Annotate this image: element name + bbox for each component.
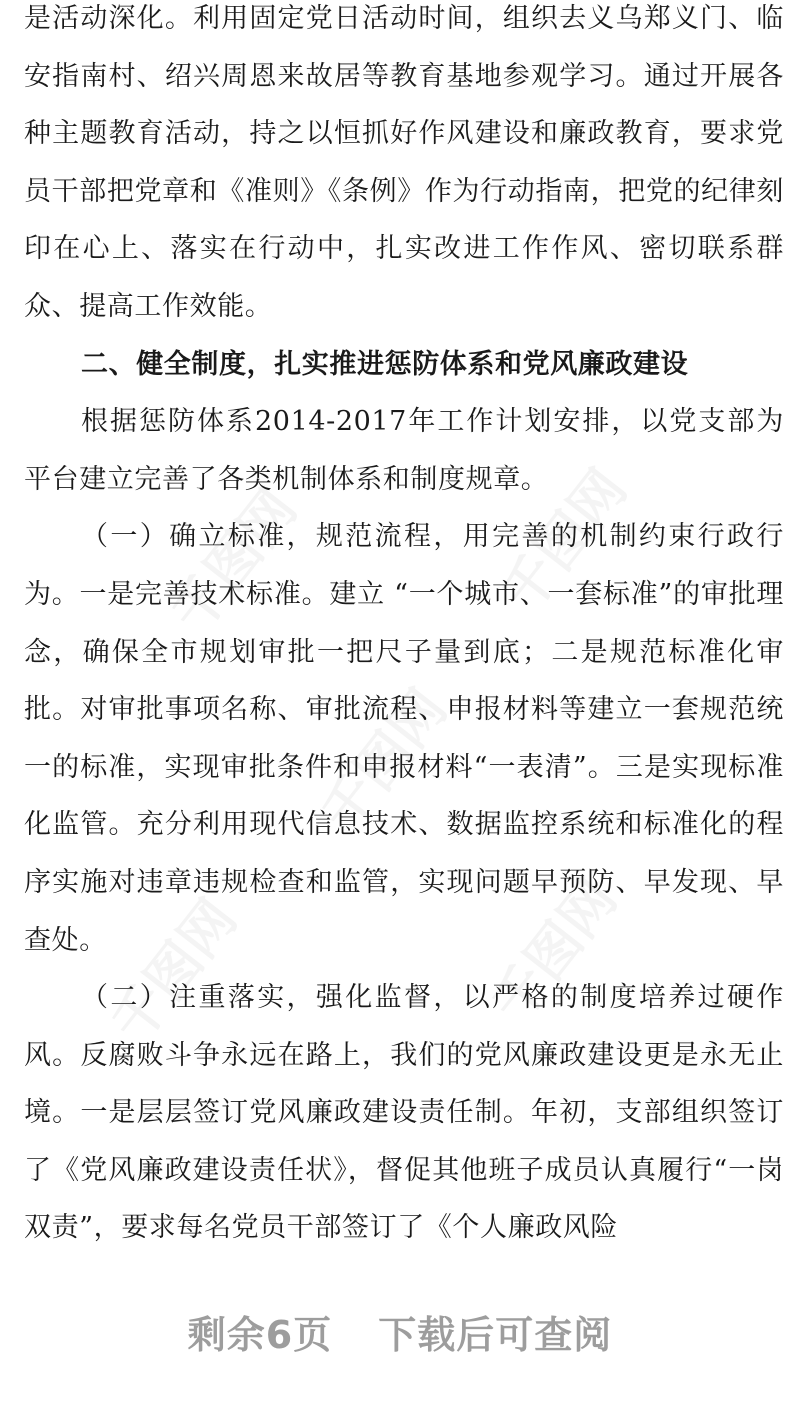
body-paragraph-3: 根据惩防体系2014-2017年工作计划安排，以党支部为平台建立完善了各类机制体系和制度规章。 — [24, 406, 784, 495]
body-paragraph-5: （二）注重落实，强化监督，以严格的制度培养过硬作风。反腐败斗争永远在路上，我们的党风廉政建设更是永无止境。一是层层签订党风廉政建设责任制。年初，支部组织签订了《党风廉政建设责任状》，督促其他班子成员认真履行“一岗双责”，要求每名党员干部签订了《个人廉政风险 — [24, 982, 784, 1244]
section-heading-2: 二、健全制度，扎实推进惩防体系和党风廉政建设 — [81, 348, 689, 380]
download-hint-label[interactable]: 下载后可查阅 — [378, 1313, 613, 1357]
download-prompt[interactable] — [0, 1304, 800, 1359]
document-page — [24, 0, 784, 1257]
body-paragraph-1: 是活动深化。利用固定党日活动时间，组织去义乌郑义门、临安指南村、绍兴周恩来故居等教育基地参观学习。通过开展各种主题教育活动，持之以恒抓好作风建设和廉政教育，要求党员干部把党章和《准则》《条例》作为行动指南，把党的纪律刻印在心上、落实在行动中，扎实改进工作作风、密切联系群众、提高工作效能。 — [24, 3, 784, 322]
body-paragraph-4: （一）确立标准，规范流程，用完善的机制约束行政行为。一是完善技术标准。建立 “一个城市、一套标准”的审批理念，确保全市规划审批一把尺子量到底；二是规范标准化审批。对审批事项名称、审批流程、申报材料等建立一套规范统一的标准，实现审批条件和申报材料“一表清”。三是实现标准化监管。充分利用现代信息技术、数据监控系统和标准化的程序实施对违章违规检查和监管，实现问题早预防、早发现、早查处。 — [24, 521, 784, 956]
remaining-pages-label[interactable]: 剩余6页 — [187, 1313, 333, 1357]
